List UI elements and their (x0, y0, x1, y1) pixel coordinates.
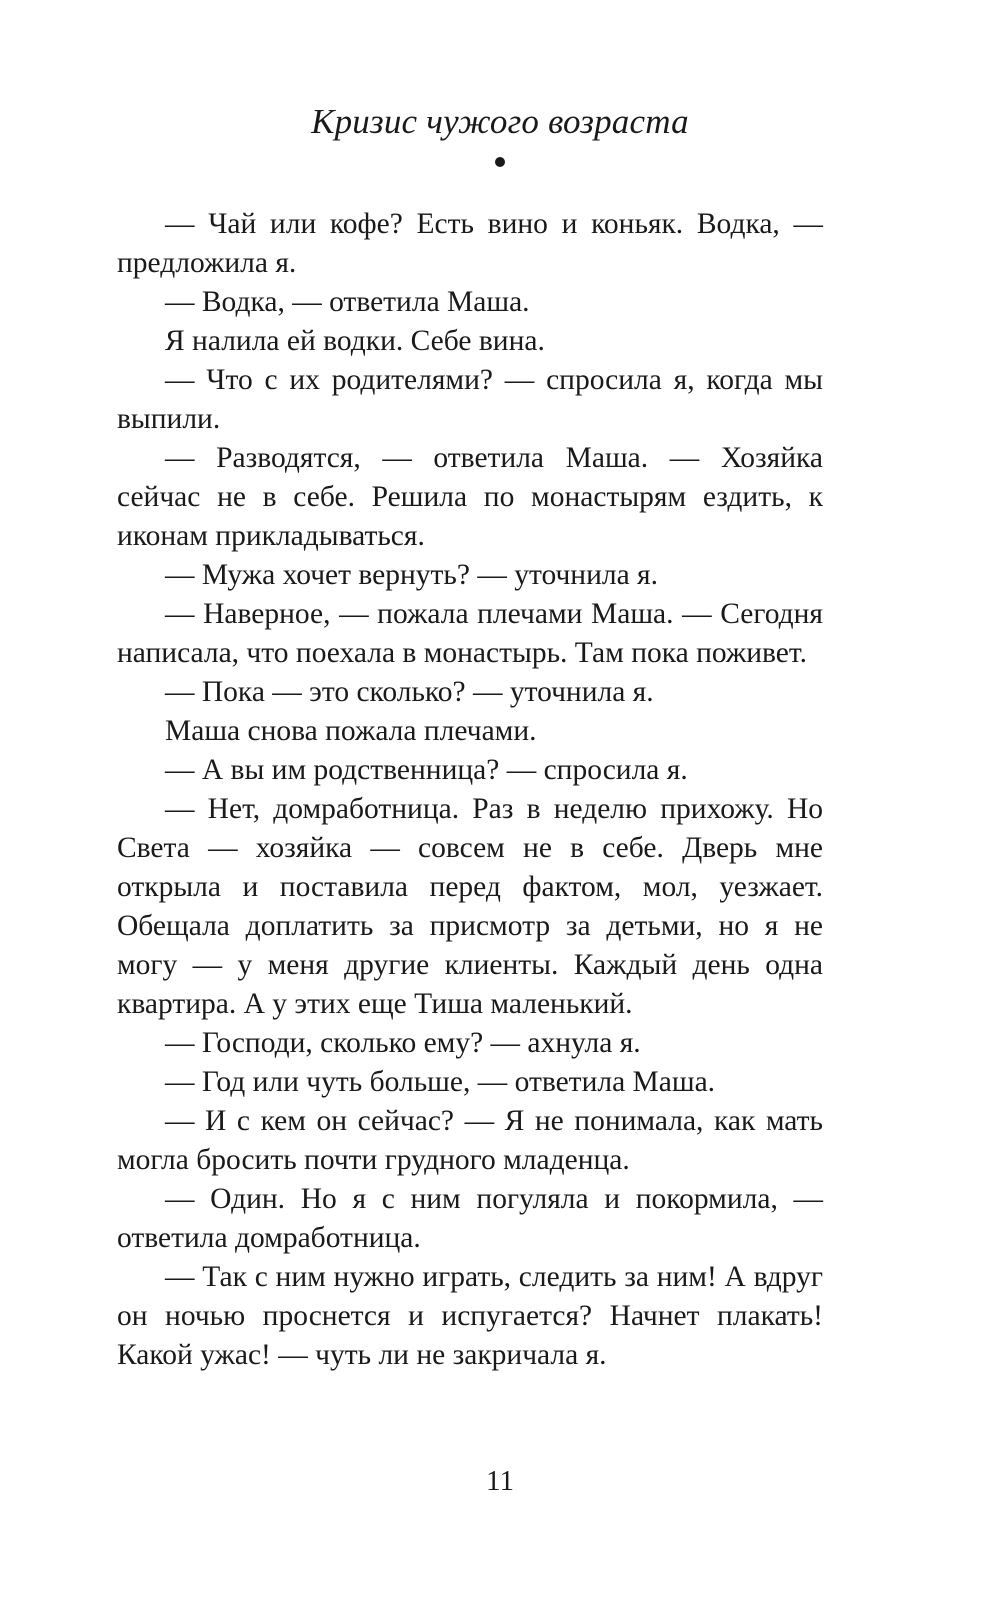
paragraph: Маша снова пожала плечами. (165, 715, 537, 747)
paragraph: — И с кем он сейчас? — Я не понимала, как мать могла бросить почти грудного младенца. (117, 1105, 823, 1176)
page-header (0, 100, 1000, 167)
paragraph: — Что с их родителями? — спросила я, когда мы выпили. (117, 364, 823, 435)
paragraph: — Водка, — ответила Маша. (165, 286, 530, 318)
paragraph: Я налила ей водки. Себе вина. (165, 325, 545, 357)
running-title: Кризис чужого возраста (311, 102, 689, 141)
paragraph: — Мужа хочет вернуть? — уточнила я. (165, 559, 659, 591)
page-number: 11 (486, 1465, 514, 1497)
paragraph: — Разводятся, — ответила Маша. — Хозяйка сейчас не в себе. Решила по монастырям ездить, к иконам прикладываться. (117, 442, 823, 552)
paragraph: — Чай или кофе? Есть вино и коньяк. Водка, — предложила я. (117, 208, 823, 279)
paragraph: — А вы им родственница? — спросила я. (165, 754, 688, 786)
body-text (117, 205, 823, 1375)
paragraph: — Пока — это сколько? — уточнила я. (165, 676, 654, 708)
paragraph: — Нет, домработница. Раз в неделю прихожу. Но Света — хозяйка — совсем не в себе. Дверь мне открыла и поставила перед фактом, мол, уезжает. Обещала доплатить за присмотр за детьми, но я не могу — у меня другие клиенты. Каждый день одна квартира. А у этих еще Тиша маленький. (117, 793, 823, 1020)
paragraph: — Господи, сколько ему? — ахнула я. (165, 1027, 641, 1059)
paragraph: — Наверное, — пожала плечами Маша. — Сегодня написала, что поехала в монастырь. Там пока поживет. (117, 598, 823, 669)
bullet-ornament (495, 157, 505, 167)
paragraph: — Так с ним нужно играть, следить за ним! А вдруг он ночью проснется и испугается? Начнет плакать! Какой ужас! — чуть ли не закричала я. (117, 1261, 823, 1371)
paragraph: — Год или чуть больше, — ответила Маша. (165, 1066, 716, 1098)
paragraph: — Один. Но я с ним погуляла и покормила, — ответила домработница. (117, 1183, 823, 1254)
